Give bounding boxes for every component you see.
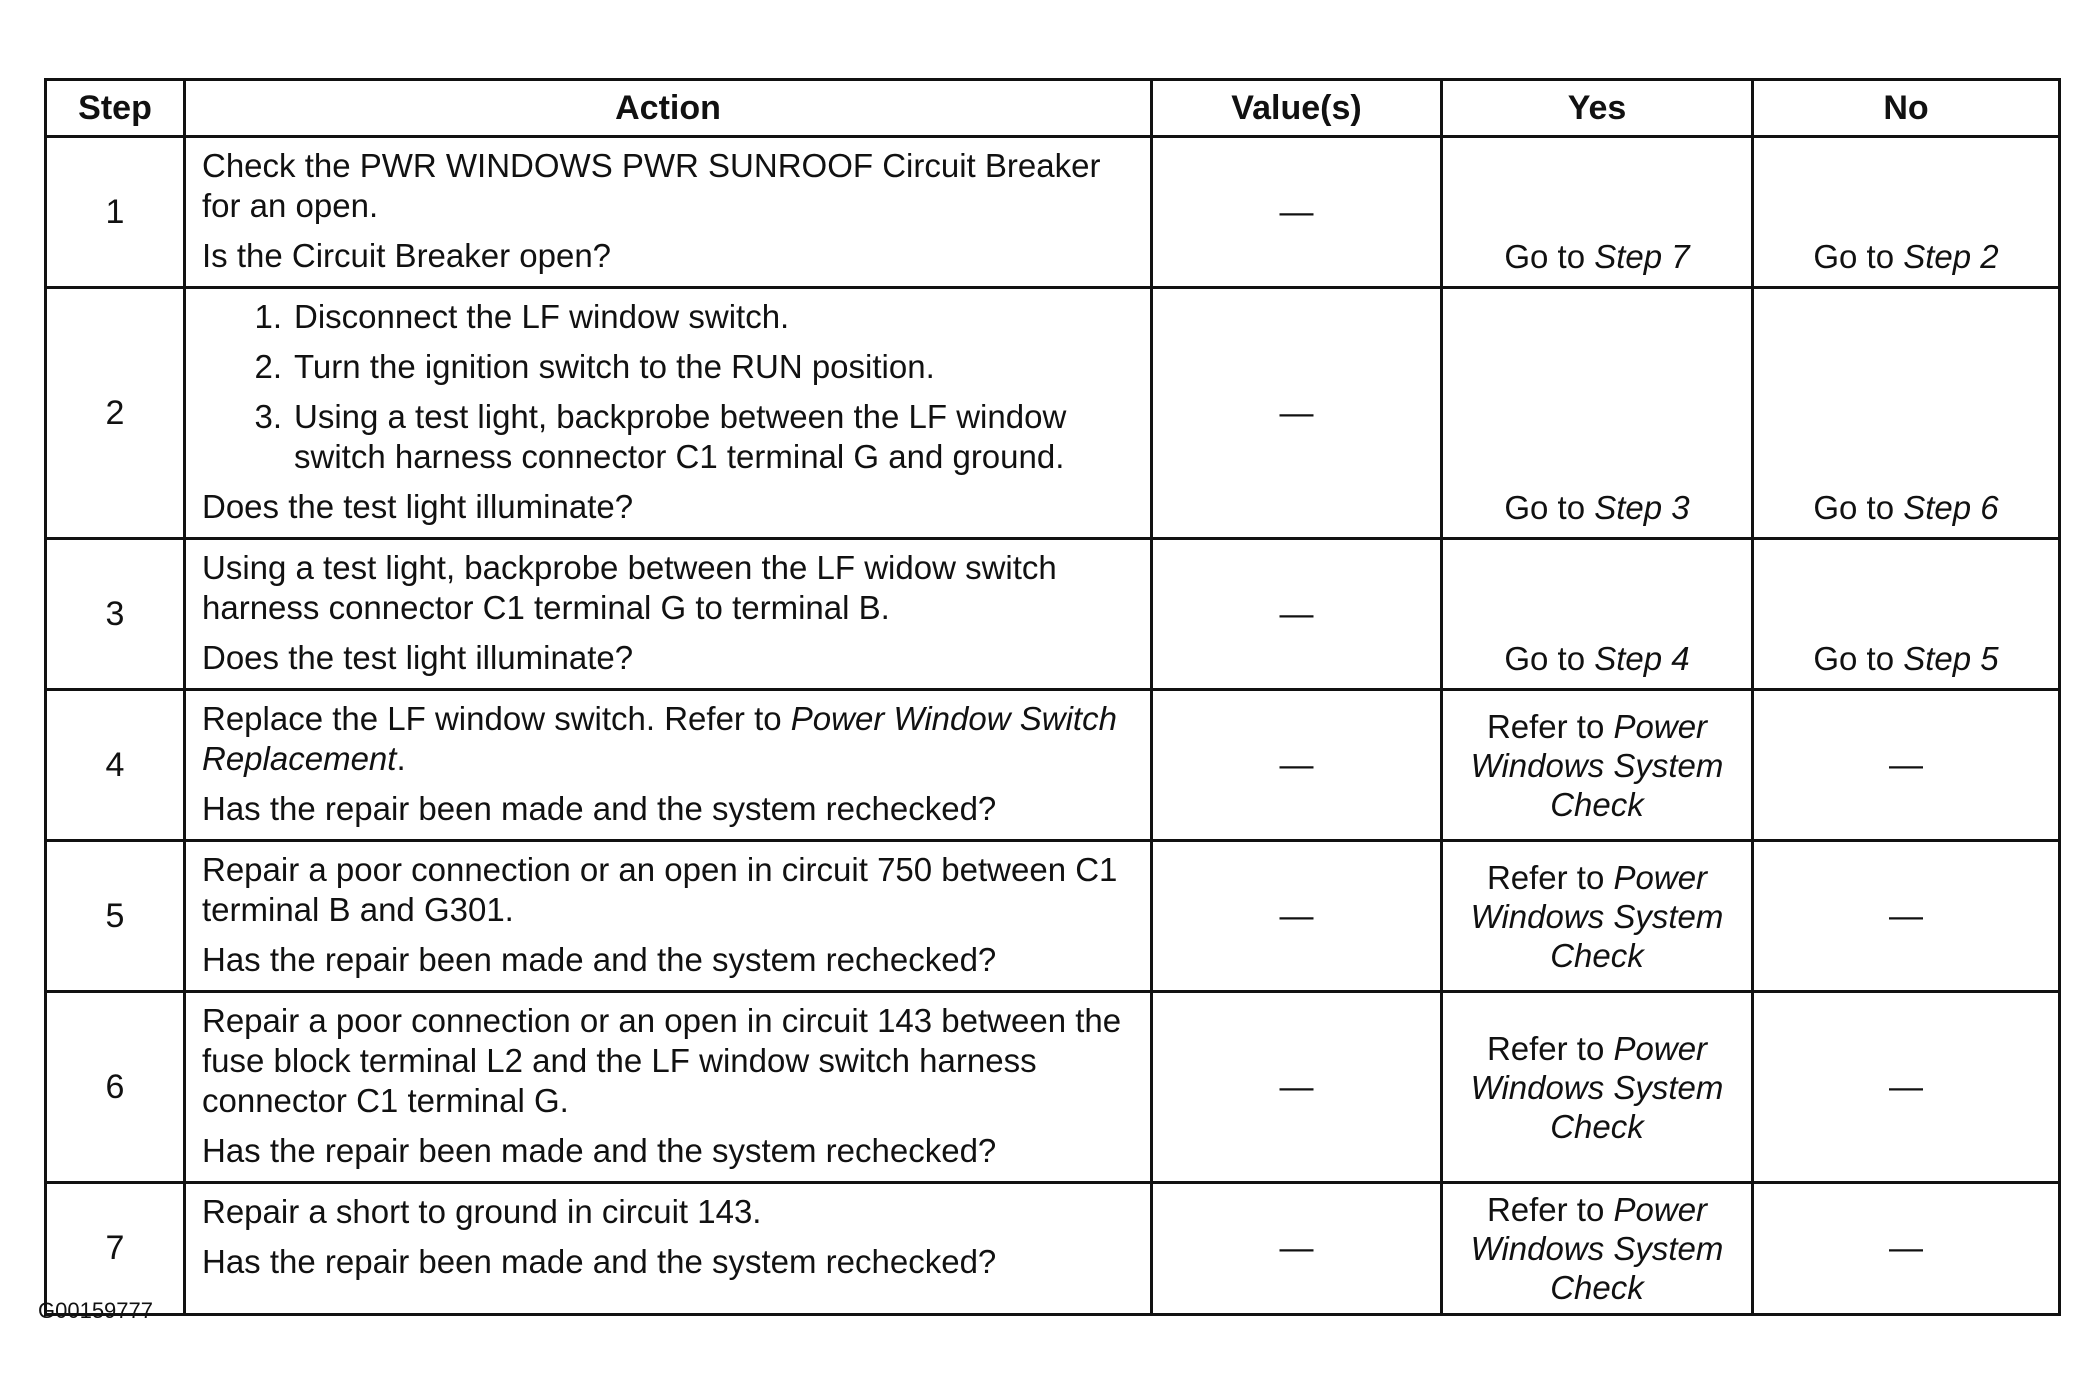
no-prefix: Go to [1813,489,1895,526]
yes-prefix: Go to [1504,640,1586,677]
yes-reference-link[interactable]: Power Windows System Check [1470,1029,1724,1145]
yes-cell [1442,841,1753,992]
yes-step-link[interactable]: Step 3 [1594,489,1690,526]
substep-item [202,397,1136,477]
no-cell: — [1753,690,2060,841]
substep-number: 1. [254,298,282,335]
action-text: Repair a poor connection or an open in circuit 750 between C1 terminal B and G301. [202,851,1118,928]
no-cell: — [1753,1183,2060,1315]
step-number: 5 [46,841,185,992]
header-values: Value(s) [1152,80,1442,137]
yes-reference-link[interactable]: Power Windows System Check [1470,858,1724,974]
yes-prefix: Refer to [1486,1029,1605,1067]
value-cell: — [1152,137,1442,288]
yes-cell [1442,539,1753,690]
substep-list [202,297,1136,477]
no-cell: — [1753,841,2060,992]
table-row [46,137,2060,288]
no-prefix: Go to [1813,238,1895,275]
action-cell [185,288,1152,539]
substep-number: 3. [254,398,282,435]
header-no: No [1753,80,2060,137]
substep-number: 2. [254,348,282,385]
step-number: 1 [46,137,185,288]
yes-prefix: Go to [1504,238,1586,275]
no-step-link[interactable]: Step 6 [1903,489,1999,526]
table-row [46,539,2060,690]
step-number: 4 [46,690,185,841]
table-header-row [46,80,2060,137]
action-cell [185,841,1152,992]
action-question: Has the repair been made and the system rechecked? [202,790,997,827]
value-cell: — [1152,539,1442,690]
substep-item [202,347,1136,387]
value-cell: — [1152,690,1442,841]
step-number: 2 [46,288,185,539]
action-cell [185,539,1152,690]
value-cell: — [1152,1183,1442,1315]
diagnostic-table [44,78,2061,1316]
value-cell: — [1152,288,1442,539]
action-question: Has the repair been made and the system rechecked? [202,1132,997,1169]
value-cell: — [1152,841,1442,992]
action-cell [185,690,1152,841]
table-row [46,690,2060,841]
no-step-link[interactable]: Step 2 [1903,238,1999,275]
yes-prefix: Refer to [1486,707,1605,745]
yes-cell [1442,690,1753,841]
header-yes: Yes [1442,80,1753,137]
header-step: Step [46,80,185,137]
yes-reference-link[interactable]: Power Windows System Check [1470,1191,1724,1306]
step-number: 6 [46,992,185,1183]
step-number: 7 [46,1183,185,1315]
action-cell [185,137,1152,288]
action-question: Does the test light illuminate? [202,639,634,676]
yes-cell [1442,1183,1753,1315]
figure-id-label: G00159777 [38,1298,153,1323]
table-row [46,288,2060,539]
action-text: Replace the LF window switch. Refer to [202,700,782,737]
table-row [46,841,2060,992]
yes-cell [1442,137,1753,288]
action-suffix: . [396,740,406,777]
yes-prefix: Refer to [1486,1191,1605,1228]
action-text: Repair a short to ground in circuit 143. [202,1193,762,1230]
substep-text: Turn the ignition switch to the RUN position. [294,348,935,385]
substep-text: Disconnect the LF window switch. [294,298,790,335]
substep-text: Using a test light, backprobe between the LF window switch harness connector C1 terminal G and ground. [294,398,1067,475]
yes-cell [1442,288,1753,539]
no-cell [1753,137,2060,288]
action-cell [185,992,1152,1183]
action-text: Check the PWR WINDOWS PWR SUNROOF Circuit Breaker for an open. [202,147,1101,224]
action-question: Has the repair been made and the system rechecked? [202,1243,997,1280]
step-number: 3 [46,539,185,690]
yes-cell [1442,992,1753,1183]
yes-step-link[interactable]: Step 7 [1594,238,1690,275]
no-cell [1753,539,2060,690]
table-row [46,992,2060,1183]
no-cell: — [1753,992,2060,1183]
no-step-link[interactable]: Step 5 [1903,640,1999,677]
action-question: Does the test light illuminate? [202,488,634,525]
table-row [46,1183,2060,1315]
header-action: Action [185,80,1152,137]
action-question: Is the Circuit Breaker open? [202,237,612,274]
yes-reference-link[interactable]: Power Windows System Check [1470,707,1724,823]
yes-prefix: Refer to [1486,858,1605,896]
action-text-block [202,699,1136,779]
action-text: Repair a poor connection or an open in circuit 143 between the fuse block terminal L2 and the LF window switch harness connector C1 terminal G. [202,1002,1122,1119]
yes-prefix: Go to [1504,489,1586,526]
value-cell: — [1152,992,1442,1183]
no-cell [1753,288,2060,539]
yes-step-link[interactable]: Step 4 [1594,640,1690,677]
action-cell [185,1183,1152,1315]
action-reference-link[interactable]: Power Window Switch Replacement [202,700,1117,777]
no-prefix: Go to [1813,640,1895,677]
action-text: Using a test light, backprobe between the LF widow switch harness connector C1 terminal G to terminal B. [202,549,1057,626]
substep-item [202,297,1136,337]
action-question: Has the repair been made and the system rechecked? [202,941,997,978]
